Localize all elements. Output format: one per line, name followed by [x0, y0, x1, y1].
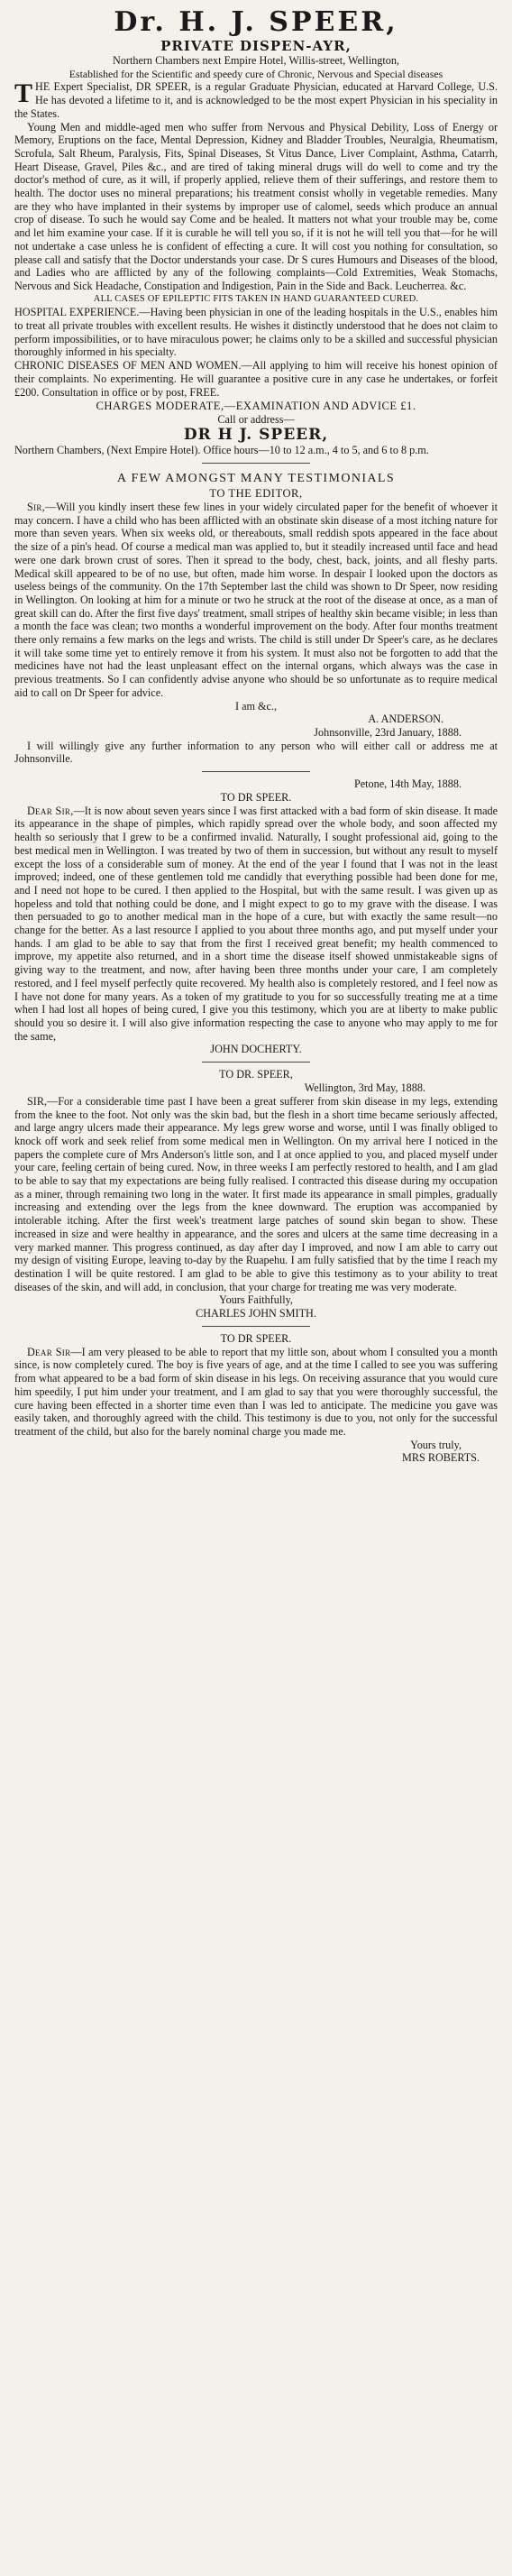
testimonials-heading: A FEW AMONGST MANY TESTIMONIALS — [116, 471, 396, 485]
divider — [202, 1062, 310, 1063]
testimonials — [14, 471, 498, 1465]
closing: I am &c., — [234, 699, 278, 713]
closing: Yours Faithfully, — [219, 1293, 293, 1307]
testimonial-docherty — [14, 777, 498, 1056]
letter-place-date: Wellington, 3rd May, 1888. — [304, 1081, 425, 1095]
hospital-heading: HOSPITAL EXPERIENCE. — [14, 306, 140, 319]
salutation: Dear Sir, — [27, 804, 74, 817]
testimonial-text: —Will you kindly insert these few lines in your widely circulated paper for the benefit of whoever it may concern. I have a child who has been afflicted with an obstinate skin disease of a most itching nature for more than seven years. When six weeks old, or thereabouts, small reddish spots appeared in the face about the size of a pin's head. Of course a medical man was applied to, but it steadily increased until face and head were one dark brown crust of sores. Then it spread to the body, chest, back, joints, and all fleshy parts. Medical skill appeared to be of no use, but often, made him worse. In despair I looked upon the doctors as useless beings of the community. On the 17th September last the child was shown to Dr Speer, now residing in Wellington. On looking at him for a minute or two he struck at the root of the disease at once, as a man of great skill can do. After the first five days' treatment, small stripes of healthy skin became visible; in less than a month the face was clean; two months a wonderful improvement on the body. After four months treatment there only remains a few marks on the legs and wrists. The child is still under Dr Speer's care, as he declares it will take some time yet to entirely remove it from his system. It must also not be forgotten to add that the medicines have not had the least unpleasant effect on the internal organs, which always was the case in previous treatments. So I can confidently advise anyone who should be so unfortunate as to require medical aid to call on Dr Speer for advice. — [14, 500, 498, 699]
postscript: I will willingly give any further information to any person who will either call or address me at Johnsonville. — [14, 739, 498, 766]
testimonial-body — [14, 501, 498, 700]
conditions-paragraph: Young Men and middle-aged men who suffer from Nervous and Physical Debility, Loss of Energy or Memory, Eruptions on the face, Mental Depression, Kidney and Bladder Troubles, Neuralgia, Rheumatism, Scrofula, Salt Rheum, Paralysis, Fits, Spinal Diseases, St Vitus Dance, Liver Complaint, Asthma, Catarrh, Heart Disease, Gravel, Piles &c., and are tired of taking mineral drugs will do well to come and try the doctor's method of cure, as it will, if properly applied, relieve them of their sufferings, and restore them to health. The doctor uses no mineral preparations; his treatment consist wholly in vegetable remedies. Many are they who have implanted in their systems by improper use of calomel, seeds which produce an annual crop of disease. To such he would say Come and be healed. It matters not what your trouble may be, come and let him examine your case. If it is curable he will tell you so, if it is not he will tell you that—for he will not undertake a case unless he is confident of effecting a cure. It will cost you nothing for consultation, so please call and satisfy that the Doctor understands your case. Dr S cures Humours and Diseases of the blood, and Ladies who are afflicted by any of the following complaints—Cold Extremities, Weak Stomachs, Nervous and Sick Headache, Constipation and Indigestion, Pain in the Side and Back. Leucherrea. &c. — [14, 120, 498, 292]
epilepsy-notice: ALL CASES OF EPILEPTIC FITS TAKEN IN HAND GUARANTEED CURED. — [93, 293, 419, 304]
chronic-paragraph — [14, 359, 498, 399]
salutation: Sir, — [27, 500, 46, 513]
intro-paragraph — [14, 80, 498, 120]
addressee: TO DR SPEER. — [220, 790, 292, 804]
call-line: Call or address— — [217, 413, 295, 427]
dispensary-title: PRIVATE DISPEN-AYR, — [160, 38, 352, 54]
salutation: Dear Sir — [27, 1345, 71, 1358]
testimonial-body — [14, 805, 498, 1044]
office-hours: Northern Chambers, (Next Empire Hotel). Office hours—10 to 12 a.m., 4 to 5, and 6 to 8 p.m. — [14, 444, 429, 457]
hospital-paragraph — [14, 306, 498, 359]
testimonial-text: —It is now about seven years since I was first attacked with a bad form of skin disease. It made its appearance in the shape of pimples, which rapidly spread over the whole body, and soon affected my health so seriously that I grew to be a confirmed invalid. Naturally, I sought professional aid, going to the best medical men in Wellington. I was treated by two of them in succession, but without any result to myself except the loss of a considerable sum of money. At the end of the year I found that I was not in the least improved; indeed, one of these gentlemen told me candidly that everything possible had been done for me, and I need not hope to be cured. I then applied to the Hospital, but with the same result. I was given up as hopeless and told that nothing could be done, and I might expect to go to my grave with the disease. I was then persuaded to go to another medical man in the hope of a cure, but with exactly the same result—no change for the better. As a last resource I applied to you about three months ago, and put myself under your hands. I am glad to be able to say that from the first I received great benefit; my health commenced to improve, my appetite also returned, and in a short time the disease itself showed unmistakeable signs of giving way to the treatment, and now, after having been three months under your care, I am completely restored, and I feel myself perfectly quite recovered. My health also is completely restored, and I feel now as I have not done for many years. As a token of my gratitude to you for so successfully treating me at a time when I had lost all hopes of being cured, I give you this testimony, which you are at liberty to make public should you so desire it. I will also give information respecting the case to anyone who may apply to me for the same, — [14, 804, 498, 1043]
chronic-heading: CHRONIC DISEASES OF MEN AND WOMEN. — [14, 359, 242, 373]
testimonial-body — [14, 1346, 498, 1439]
addressee: TO DR. SPEER, — [219, 1068, 293, 1081]
letter-place-date: Petone, 14th May, 1888. — [353, 777, 462, 791]
signer-name: JOHN DOCHERTY. — [210, 1043, 302, 1056]
addressee: TO DR SPEER. — [220, 1331, 292, 1345]
drop-cap: T — [14, 78, 33, 109]
newspaper-column — [14, 0, 498, 1465]
signer-place: Johnsonville, 23rd January, 1888. — [314, 725, 462, 739]
testimonial-text: —For a considerable time past I have been a great sufferer from skin disease in my legs, extending from the knee to the foot. Not only was the skin bad, but the flesh in a short time became seriously affected, and large angry ulcers made their appearance. My legs grew worse and worse, until I was finally obliged to knock off work and seek relief from some medical men in Wellington. On my arrival here I noticed in the papers the complete cure of Mrs Anderson's little son, and I at once applied to you, and placed myself under your care, feeling certain of being cured. Now, in three weeks I am perfectly restored to health, and I am glad to be able to say that my expectations are being fully realised. I contracted this disease during my occupation as a miner, through remaining two long in the water. It first made its appearance in small pimples, gradually increasing and extending over the legs from the knee downward. The eruption was accompanied by intolerable itching. After the first week's treatment large patches of sound skin began to show. These increased in size and were healthy in appearance, and the sores and ulcers at the same time decreasing in a very marked manner. This progress continued, as day after day I improved, and now I am able to carry out my design of visiting Europe, leaving to-day by the Ruapehu. I am fully satisfied that by the time I reach my destination I will be quite restored. I am glad to be able to give this testimony as to your ability to treat diseases of the skin, and will add, in conclusion, that your charge for treating me was very moderate. — [14, 1094, 498, 1293]
testimonial-body — [14, 1095, 498, 1294]
testimonial-anderson — [14, 501, 498, 766]
signer-name: CHARLES JOHN SMITH. — [196, 1307, 316, 1320]
divider — [202, 771, 310, 772]
established-line: Established for the Scientific and speedy cure of Chronic, Nervous and Special diseases — [69, 67, 443, 80]
signer-name: A. ANDERSON. — [368, 713, 443, 726]
divider — [202, 463, 310, 464]
doctor-name-heading: Dr. H. J. SPEER, — [114, 6, 398, 38]
hospital-text: —Having been physician in one of the leading hospitals in the U.S., enables him to treat all private troubles with excellent results. He wishes it distinctly understood that he does not claim to perform impossibilities, or to have miraculous power; he claims only to be a skilled and successful physician thoroughly informed in his specialty. — [14, 306, 498, 359]
to-editor-heading: TO THE EDITOR, — [209, 486, 303, 500]
salutation: SIR, — [27, 1094, 48, 1108]
divider — [202, 1326, 310, 1327]
intro-text: HE Expert Specialist, DR SPEER, is a regular Graduate Physician, educated at Harvard College, U.S. He has devoted a lifetime to it, and is acknowledged to be the most expert Physician in his speciality in the States. — [14, 80, 498, 120]
testimonial-roberts — [14, 1332, 498, 1465]
signature-name: DR H J. SPEER, — [183, 426, 329, 445]
closing: Yours truly, — [410, 1438, 462, 1451]
signer-name: MRS ROBERTS. — [402, 1451, 480, 1465]
charges-line: CHARGES MODERATE,—EXAMINATION AND ADVICE £1. — [96, 400, 416, 413]
testimonial-smith — [14, 1068, 498, 1320]
dispensary-address: Northern Chambers next Empire Hotel, Willis-street, Wellington, — [113, 54, 399, 67]
advertisement — [14, 7, 498, 457]
chronic-text: —All applying to him will receive his honest opinion of their complaints. No experimenting. He will guarantee a positive cure in any case he undertakes, or forfeit £200. Consultation in office or by post, FREE. — [14, 359, 498, 399]
testimonial-text: —I am very pleased to be able to report that my little son, about whom I consulted you a month since, is now completely cured. The boy is five years of age, and at the time I called to see you was suffering from what appeared to be a bad form of skin disease in his legs. On receiving assurance that you would cure him speedily, I put him under your treatment, and I am glad to say that you were thoroughly successful, the cure having been effected in a shorter time even than I was led to anticipate. The medicine you gave was easily taken, and thoroughly agreed with the child. This testimony is due to you, not only for the successful treatment of the child, but also for the barely nominal charge you made me. — [14, 1345, 498, 1438]
